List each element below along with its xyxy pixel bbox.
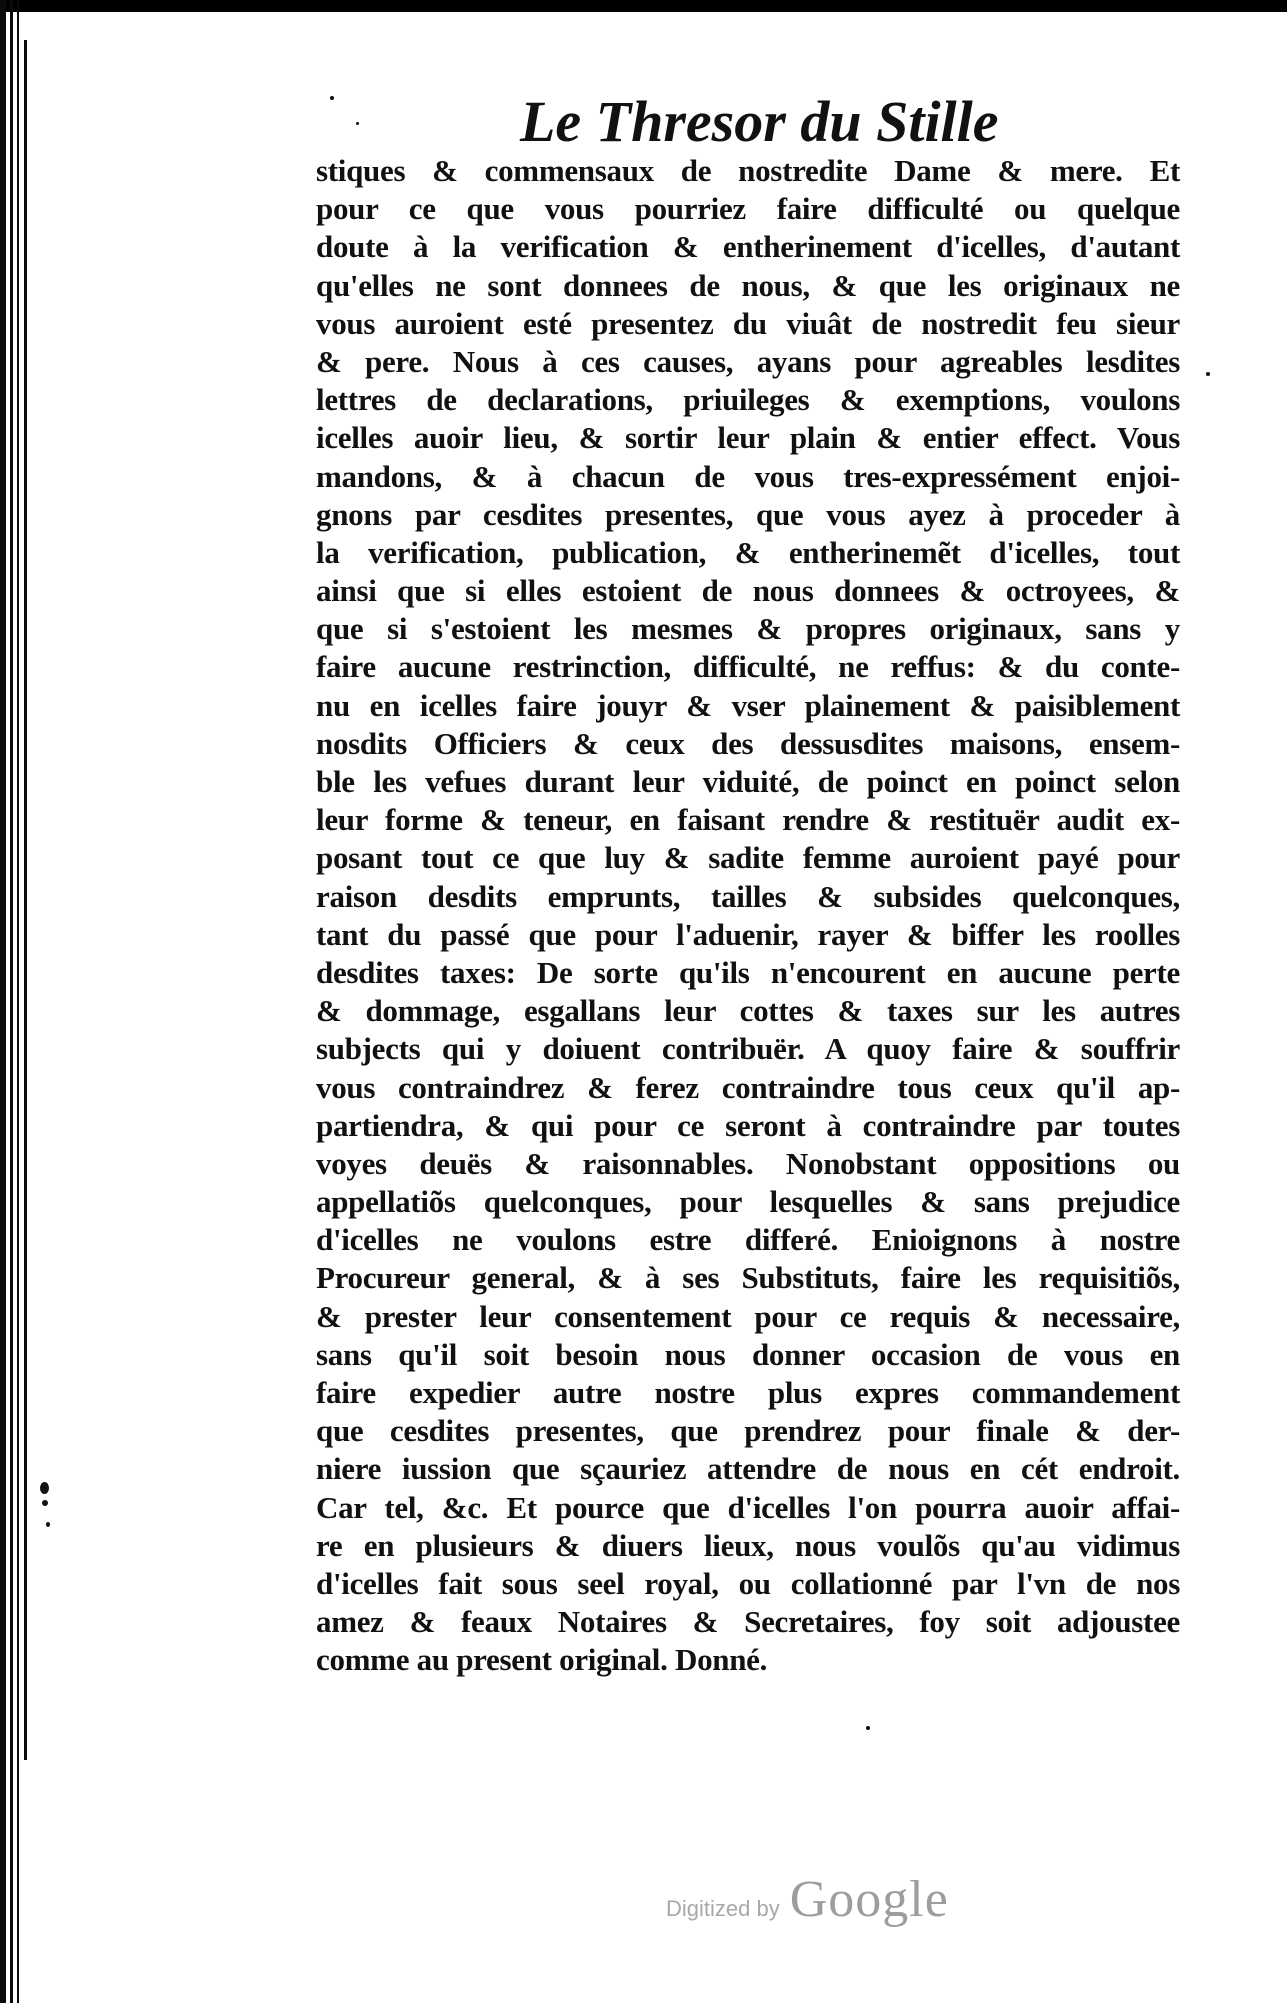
text-line: amez & feaux Notaires & Secretaires, foy soit adjoustee [316,1604,1180,1640]
watermark-prefix: Digitized by [666,1896,780,1921]
binding-gutter-shadow [10,0,13,2003]
text-line: mandons, & à chacun de vous tres-expressément enjoi- [316,458,1180,494]
text-line: gnons par cesdites presentes, que vous ayez à proceder à [316,496,1180,532]
text-line: re en plusieurs & diuers lieux, nous voulõs qu'au vidimus [316,1527,1180,1563]
text-line: tant du passé que pour l'aduenir, rayer & biffer les roolles [316,916,1180,952]
text-line: ainsi que si elles estoient de nous donnees & octroyees, & [316,573,1180,609]
text-line: nu en icelles faire jouyr & vser plainement & paisiblement [316,687,1180,723]
text-line: & prester leur consentement pour ce requis & necessaire, [316,1298,1180,1334]
text-line: qu'elles ne sont donnees de nous, & que les originaux ne [316,267,1180,303]
text-line: lettres de declarations, priuileges & exemptions, voulons [316,382,1180,418]
text-line: d'icelles fait sous seel royal, ou collationné par l'vn de nos [316,1565,1180,1601]
text-line: partiendra, & qui pour ce seront à contraindre par toutes [316,1107,1180,1143]
text-line: leur forme & teneur, en faisant rendre & restituër audit ex- [316,802,1180,838]
text-line: voyes deuës & raisonnables. Nonobstant oppositions ou [316,1145,1180,1181]
text-line: doute à la verification & entherinement d'icelles, d'autant [316,229,1180,265]
text-line: raison desdits emprunts, tailles & subsides quelconques, [316,878,1180,914]
text-line: sans qu'il soit besoin nous donner occasion de vous en [316,1336,1180,1372]
ink-speck [46,1522,50,1527]
text-line: ble les vefues durant leur viduité, de poinct en poinct selon [316,764,1180,799]
text-line: d'icelles ne voulons estre differé. Enioignons à nostre [316,1222,1180,1258]
text-line: niere iussion que sçauriez attendre de nous en cét endroit. [316,1451,1180,1487]
watermark-brand: Google [789,1871,949,1928]
text-line: que si s'estoient les mesmes & propres originaux, sans y [316,611,1180,647]
ink-speck [330,96,334,100]
binding-gutter-shadow [0,0,6,2003]
text-line: comme au present original. Donné. [316,1642,768,1678]
binding-gutter-shadow [24,40,27,1760]
text-line: Car tel, &c. Et pource que d'icelles l'on pourra auoir affai- [316,1489,1180,1525]
text-line: que cesdites presentes, que prendrez pour finale & der- [316,1413,1180,1449]
text-line: pour ce que vous pourriez faire difficulté ou quelque [316,191,1180,227]
text-line: faire aucune restrinction, difficulté, ne reffus: & du conte- [316,649,1180,685]
text-line: la verification, publication, & entherinemẽt d'icelles, tout [316,534,1180,570]
text-line: icelles auoir lieu, & sortir leur plain & entier effect. Vous [316,420,1180,456]
ink-speck [1206,372,1210,376]
ink-speck [40,1482,49,1494]
text-line: desdites taxes: De sorte qu'ils n'encourent en aucune perte [316,954,1180,990]
text-line: nosdits Officiers & ceux des dessusdites maisons, ensem- [316,725,1180,761]
text-line: & pere. Nous à ces causes, ayans pour agreables lesdites [316,343,1180,379]
ink-speck [356,122,359,125]
ink-speck [42,1500,48,1506]
running-head: Le Thresor du Stille [520,89,999,154]
text-line: subjects qui y doiuent contribuër. A quoy faire & souffrir [316,1031,1180,1067]
text-line: vous auroient esté presentez du viuât de nostredit feu sieur [316,305,1180,341]
text-line: & dommage, esgallans leur cottes & taxes sur les autres [316,993,1180,1029]
body-text [316,152,1180,1680]
text-line: appellatiõs quelconques, pour lesquelles & sans prejudice [316,1184,1180,1220]
scan-top-edge [0,0,1287,12]
text-line: posant tout ce que luy & sadite femme auroient payé pour [316,840,1180,876]
text-line: stiques & commensaux de nostredite Dame & mere. Et [316,153,1180,188]
text-line: Procureur general, & à ses Substituts, faire les requisitiõs, [316,1260,1180,1296]
digitization-watermark [666,1870,949,1929]
text-line: faire expedier autre nostre plus expres commandement [316,1375,1180,1410]
text-line: vous contraindrez & ferez contraindre tous ceux qu'il ap- [316,1069,1180,1105]
ink-speck [866,1726,870,1730]
binding-gutter-shadow [17,0,19,2003]
